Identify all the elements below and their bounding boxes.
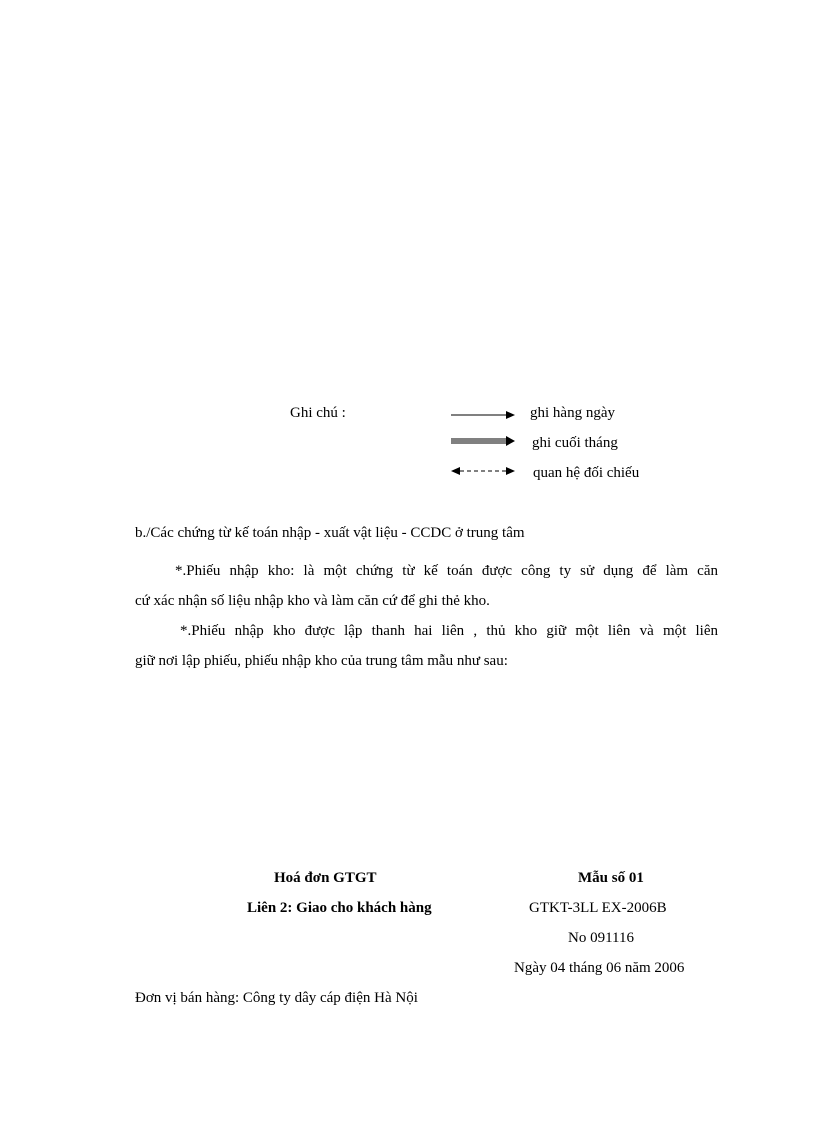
invoice-title: Hoá đơn GTGT [274, 870, 377, 886]
dashed-double-arrow-icon [450, 465, 516, 477]
invoice-copy-label: Liên 2: Giao cho khách hàng [247, 900, 432, 916]
legend-item-daily: ghi hàng ngày [530, 405, 615, 421]
legend-label: Ghi chú : [290, 405, 346, 421]
section-heading: b./Các chứng từ kế toán nhập - xuất vật liệu - CCDC ở trung tâm [135, 525, 525, 541]
double-arrow-icon [450, 435, 516, 447]
invoice-seller: Đơn vị bán hàng: Công ty dây cáp điện Hà Nội [135, 990, 418, 1006]
paragraph-line: cứ xác nhận số liệu nhập kho và làm căn cứ để ghi thẻ kho. [135, 593, 490, 609]
paragraph-receipt-definition [135, 556, 718, 616]
invoice-form-number: Mẫu số 01 [578, 870, 644, 886]
invoice-number: No 091116 [568, 930, 634, 946]
paragraph-line: *.Phiếu nhập kho được lập thanh hai liên , thủ kho giữ một liên và một liên [180, 623, 718, 639]
legend-item-monthly: ghi cuối tháng [532, 435, 618, 451]
invoice-date: Ngày 04 tháng 06 năm 2006 [514, 960, 685, 976]
paragraph-receipt-copies [135, 616, 718, 676]
paragraph-line: giữ nơi lập phiếu, phiếu nhập kho của trung tâm mẫu như sau: [135, 653, 508, 669]
invoice-serial: GTKT-3LL EX-2006B [529, 900, 667, 916]
solid-arrow-icon [450, 409, 516, 421]
paragraph-line: *.Phiếu nhập kho: là một chứng từ kế toán được công ty sử dụng để làm căn [175, 563, 718, 579]
legend-item-reconcile: quan hệ đối chiếu [533, 465, 640, 481]
